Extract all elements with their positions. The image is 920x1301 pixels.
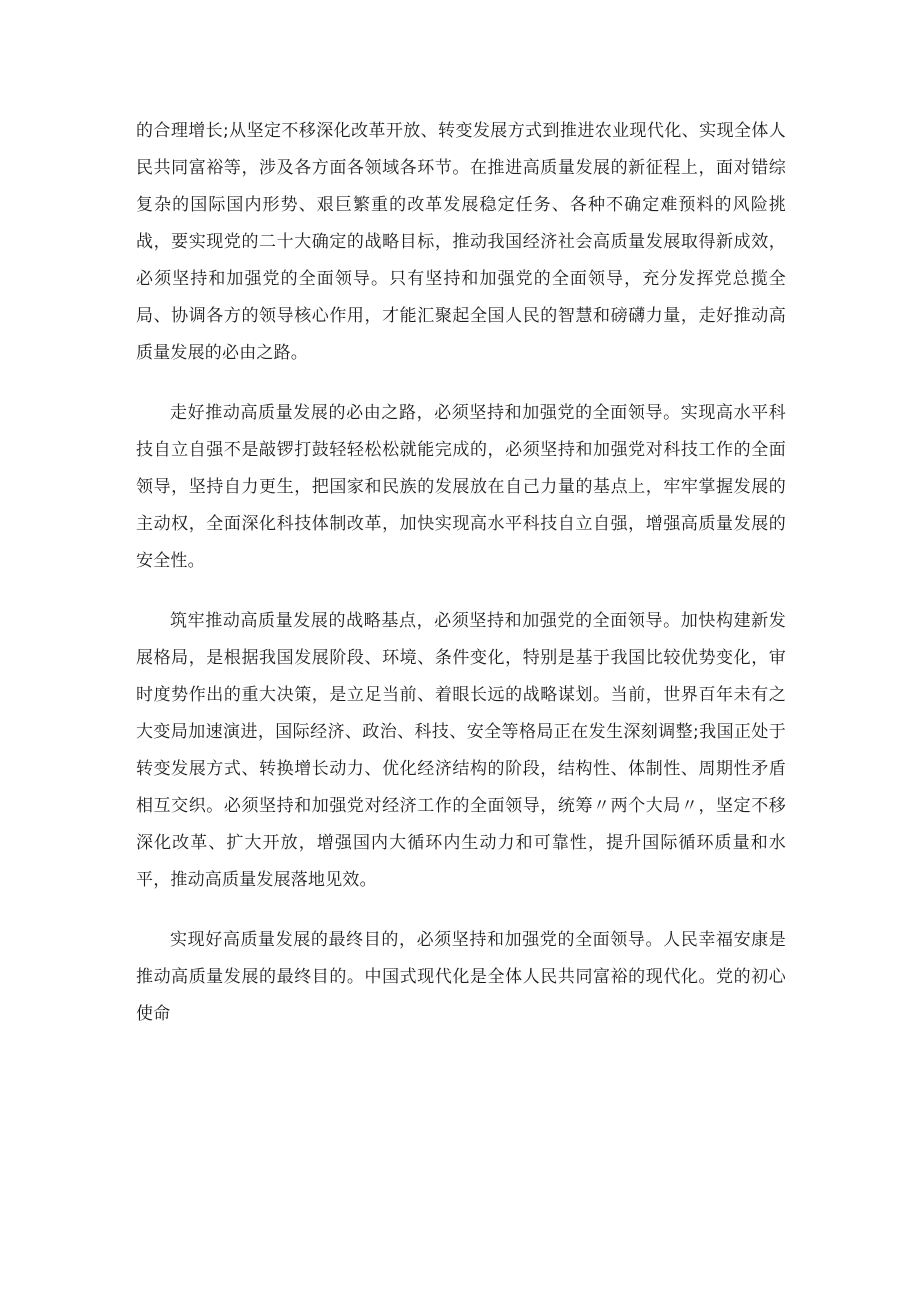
paragraph-strategic-base: 筑牢推动高质量发展的战略基点，必须坚持和加强党的全面领导。加快构建新发展格局，是根据我国发展阶段、环境、条件变化，特别是基于我国比较优势变化，审时度势作出的重大决策，是立足当前、着眼长远的战略谋划。当前，世界百年未有之大变局加速演进，国际经济、政治、科技、安全等格局正在发生深刻调整;我国正处于转变发展方式、转换增长动力、优化经济结构的阶段，结构性、体制性、周期性矛盾相互交织。必须坚持和加强党对经济工作的全面领导，统筹〃两个大局〃，坚定不移深化改革、扩大开放，增强国内大循环内生动力和可靠性，提升国际循环质量和水平，推动高质量发展落地见效。 [136,611,786,890]
paragraph-science-technology: 走好推动高质量发展的必由之路，必须坚持和加强党的全面领导。实现高水平科技自立自强不是敲锣打鼓轻轻松松就能完成的，必须坚持和加强党对科技工作的全面领导，坚持自力更生，把国家和民族的发展放在自己力量的基点上，牢牢掌握发展的主动权，全面深化科技体制改革，加快实现高水平科技自立自强，增强高质量发展的安全性。 [136,403,786,571]
paragraph-continued: 的合理增长;从坚定不移深化改革开放、转变发展方式到推进农业现代化、实现全体人民共同富裕等，涉及各方面各领域各环节。在推进高质量发展的新征程上，面对错综复杂的国际国内形势、艰巨繁重的改革发展稳定任务、各种不确定难预料的风险挑战，要实现党的二十大确定的战略目标，推动我国经济社会高质量发展取得新成效，必须坚持和加强党的全面领导。只有坚持和加强党的全面领导，充分发挥党总揽全局、协调各方的领导核心作用，才能汇聚起全国人民的智慧和磅礴力量，走好推动高质量发展的必由之路。 [136,121,786,363]
paragraph-ultimate-goal: 实现好高质量发展的最终目的，必须坚持和加强党的全面领导。人民幸福安康是推动高质量发展的最终目的。中国式现代化是全体人民共同富裕的现代化。党的初心使命 [136,930,786,1024]
document-body [136,113,786,1056]
